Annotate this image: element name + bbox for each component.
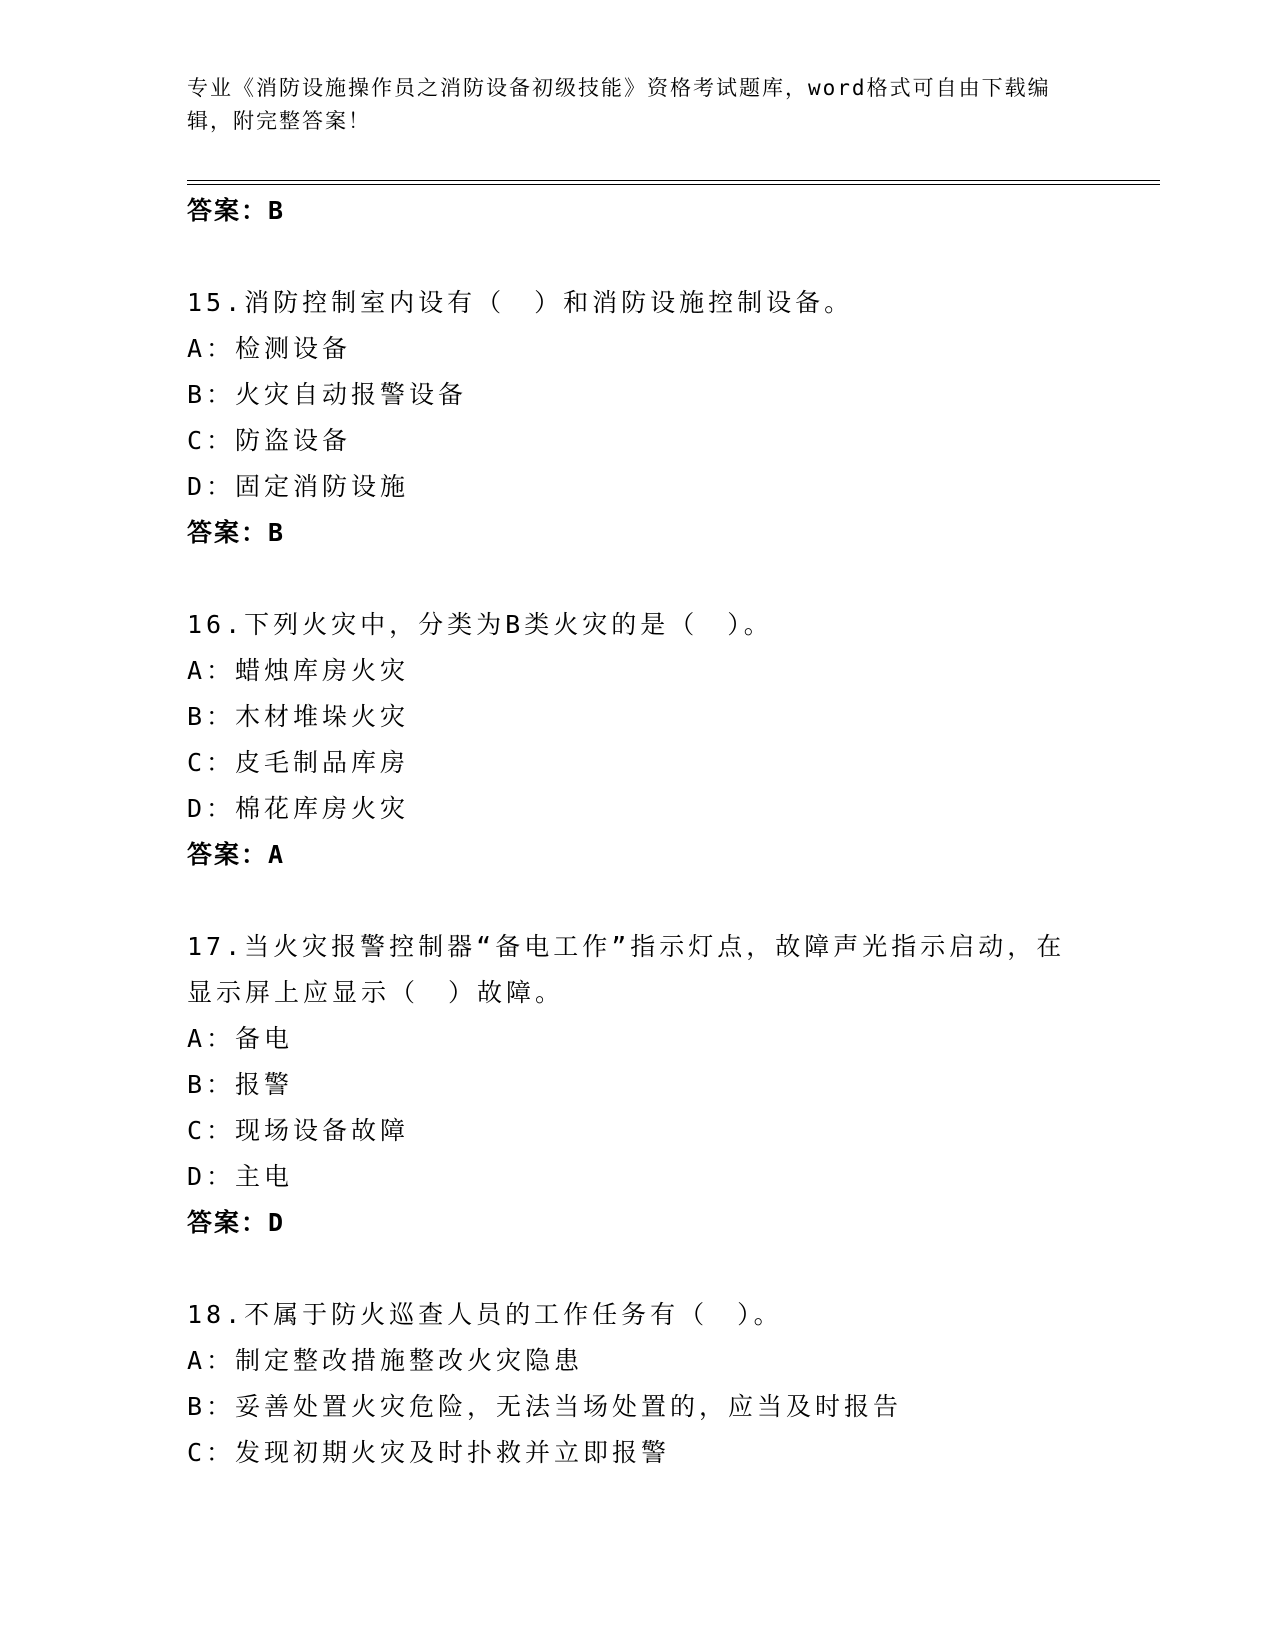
question-stem: 18.不属于防火巡查人员的工作任务有（ ）。 (187, 1300, 783, 1329)
option-c: C：防盗设备 (187, 426, 352, 455)
question-stem: 15.消防控制室内设有（ ）和消防设施控制设备。 (187, 288, 854, 317)
option-a: A：备电 (187, 1024, 294, 1053)
option-d: D：固定消防设施 (187, 472, 410, 501)
question-15 (187, 280, 1147, 556)
question-stem: 17.当火灾报警控制器“备电工作”指示灯点，故障声光指示启动，在 (187, 932, 1066, 961)
answer-line: 答案：A (187, 840, 286, 869)
answer-line: 答案：D (187, 1208, 286, 1237)
question-stem: 16.下列火灾中，分类为B类火灾的是（ ）。 (187, 610, 773, 639)
option-a: A：检测设备 (187, 334, 352, 363)
option-d: D：主电 (187, 1162, 294, 1191)
option-a: A：制定整改措施整改火灾隐患 (187, 1346, 584, 1375)
question-list (187, 188, 1147, 1476)
option-b: B：妥善处置火灾危险，无法当场处置的，应当及时报告 (187, 1392, 903, 1421)
option-b: B：火灾自动报警设备 (187, 380, 468, 409)
question-16 (187, 602, 1147, 878)
question-18 (187, 1292, 1147, 1476)
answer-line: 答案：B (187, 518, 286, 547)
header-divider-bottom (187, 184, 1160, 185)
question-stem-continued: 显示屏上应显示（ ）故障。 (187, 978, 565, 1007)
header-divider-top (187, 180, 1160, 181)
option-a: A：蜡烛库房火灾 (187, 656, 410, 685)
option-c: C：发现初期火灾及时扑救并立即报警 (187, 1438, 671, 1467)
option-b: B：报警 (187, 1070, 294, 1099)
option-d: D：棉花库房火灾 (187, 794, 410, 823)
option-c: C：皮毛制品库房 (187, 748, 410, 777)
document-header: 专业《消防设施操作员之消防设备初级技能》资格考试题库，word格式可自由下载编辑，附完整答案！ (187, 76, 1051, 133)
answer-line: 答案：B (187, 196, 286, 225)
option-c: C：现场设备故障 (187, 1116, 410, 1145)
question-17 (187, 924, 1147, 1246)
option-b: B：木材堆垛火灾 (187, 702, 410, 731)
